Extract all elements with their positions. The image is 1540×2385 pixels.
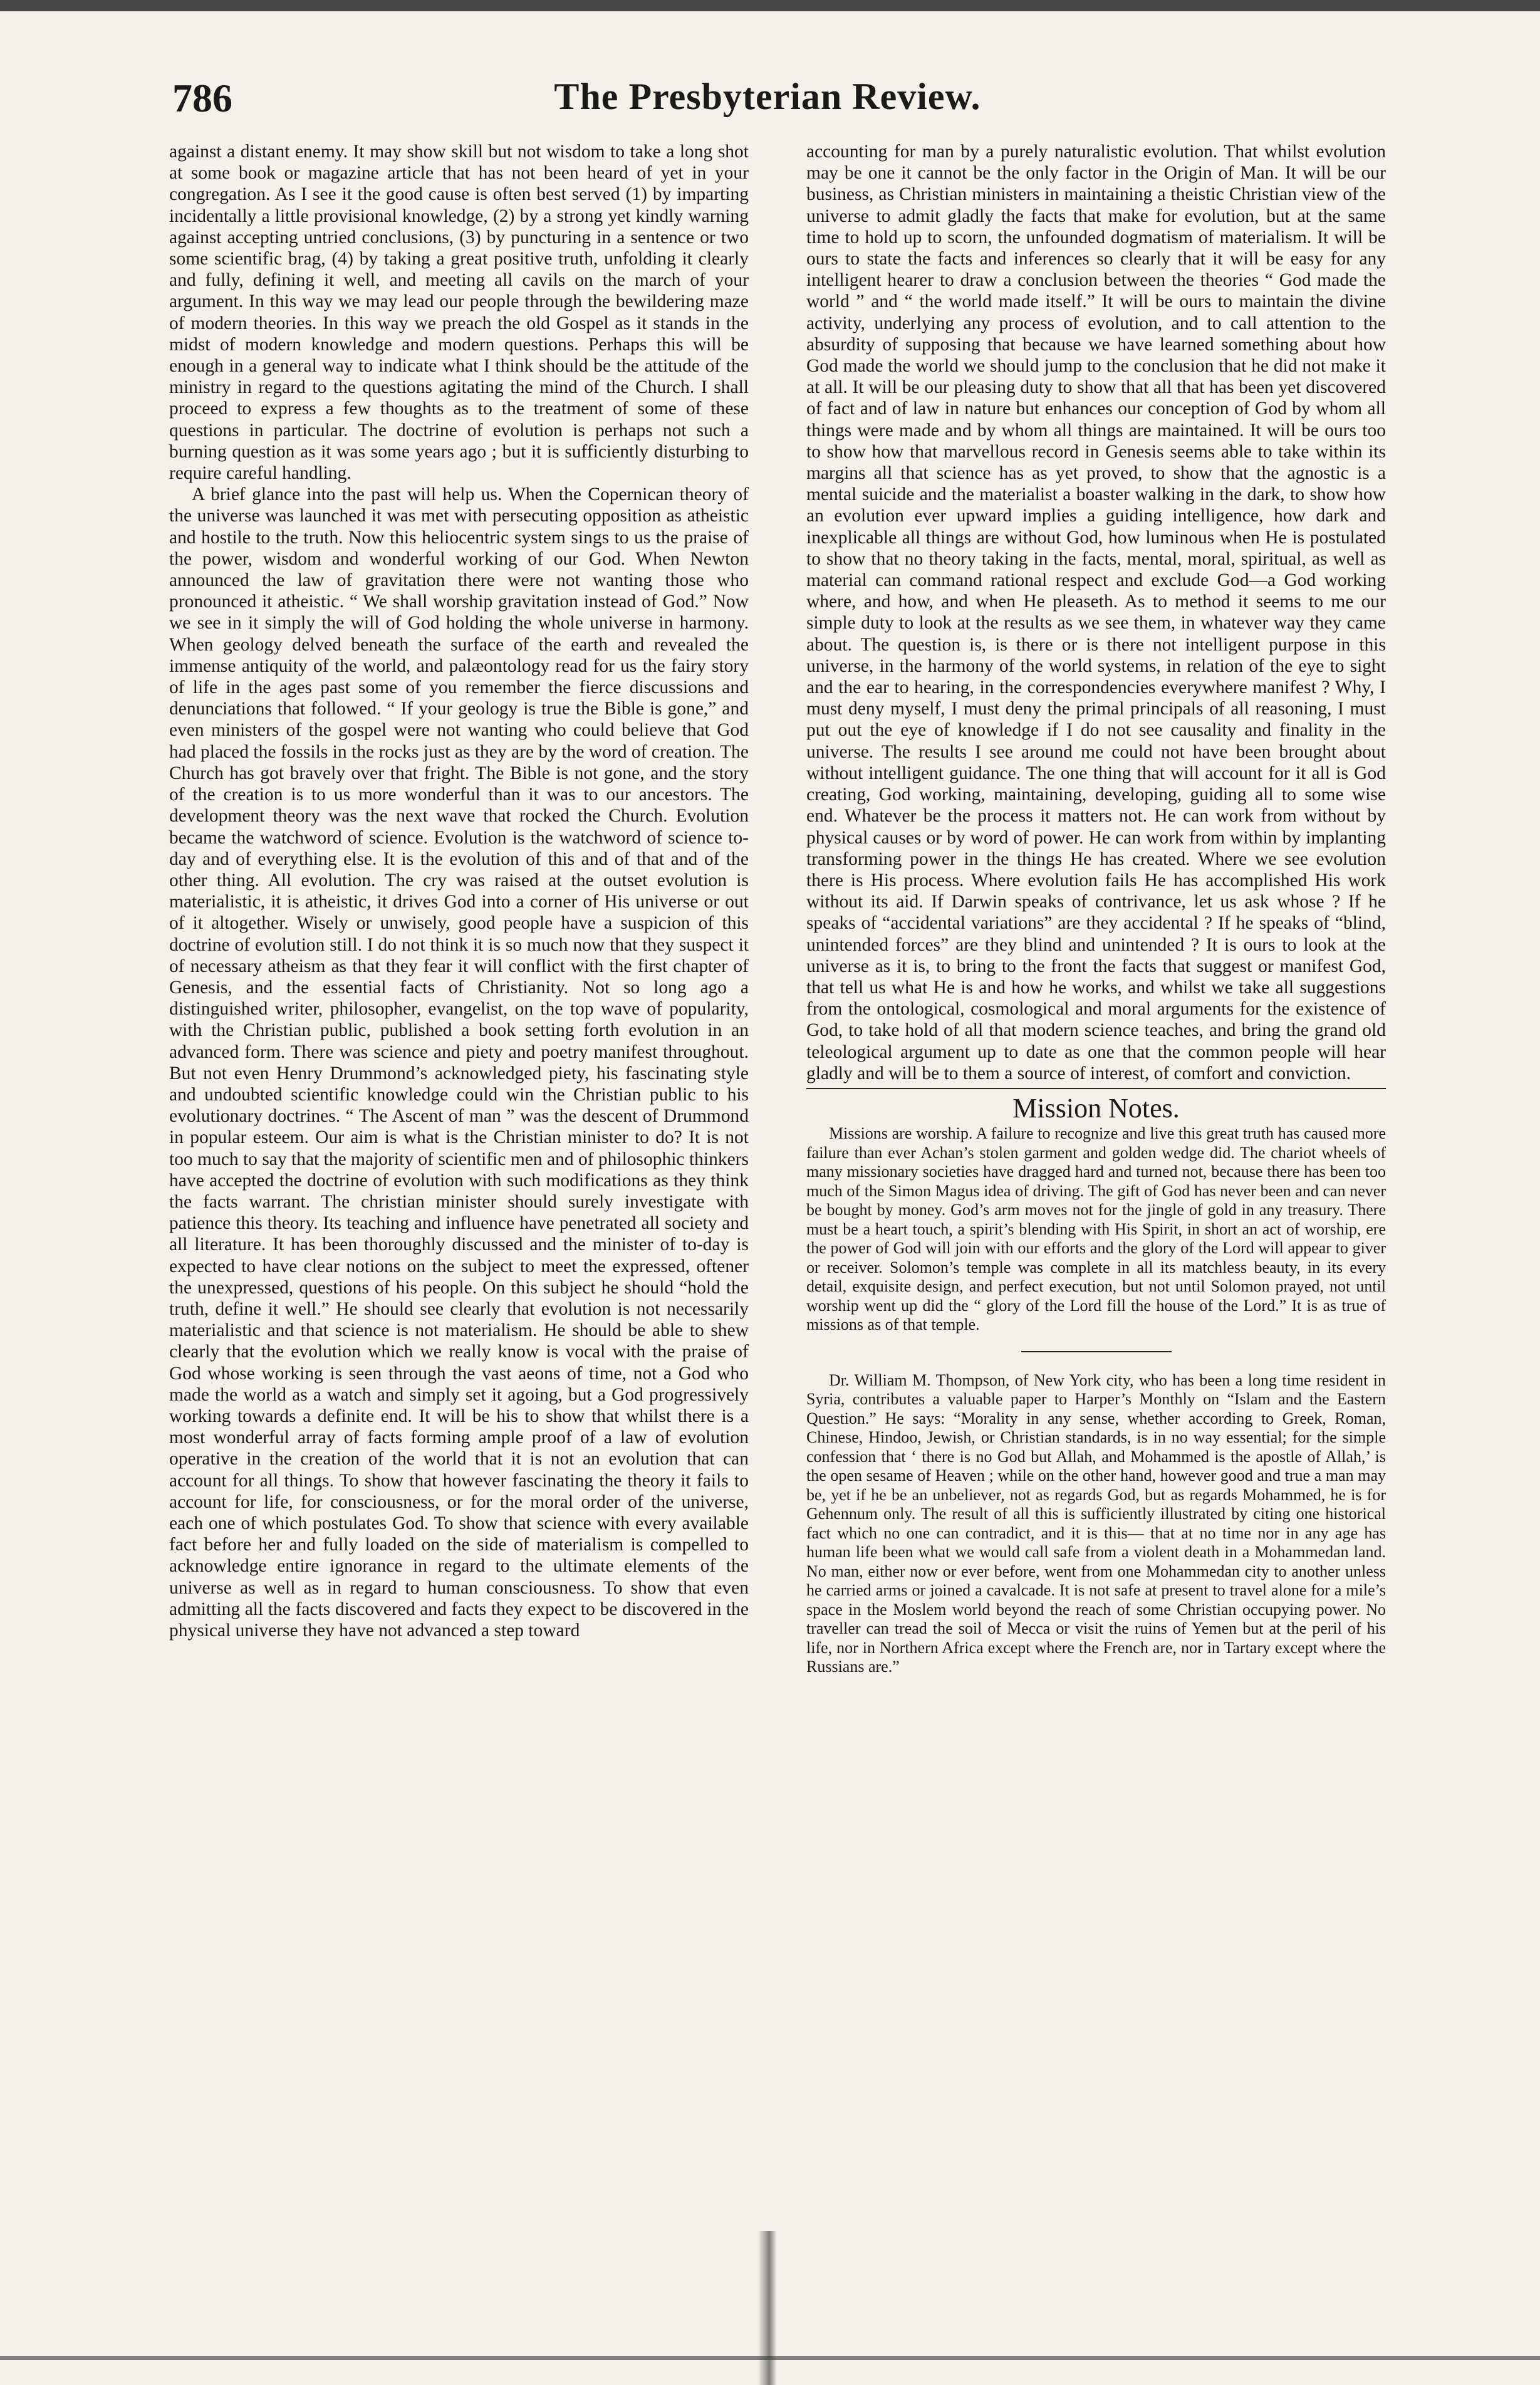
mission-notes	[806, 1124, 1386, 1677]
top-border	[0, 0, 1540, 11]
mission-notes-heading: Mission Notes.	[1012, 1092, 1180, 1124]
left-paragraph-1: against a distant enemy. It may show skill but not wisdom to take a long shot at some book or magazine article that has not been heard of yet in your congregation. As I see it the good cause is often best served (1) by imparting incidentally a little provisional knowledge, (2) by a strong yet kindly warning against accepting untried conclusions, (3) by puncturing in a sentence or two some scientific brag, (4) by taking a great positive truth, unfolding it clearly and fully, defining it well, and meeting all cavils on the march of your argument. In this way we may lead our people through the bewildering maze of modern theories. In this way we preach the old Gospel as it stands in the midst of modern knowledge and modern questions. Perhaps this will be enough in a general way to indicate what I think should be the attitude of the ministry in regard to the questions agitating the mind of the Church. I shall proceed to express a few thoughts as to the treatment of some of these questions in particular. The doctrine of evolution is perhaps not such a burning question as it was some years ago ; but it is sufficiently disturbing to require careful handling.	[169, 142, 749, 484]
left-column	[169, 141, 749, 2334]
section-rule	[806, 1088, 1386, 1089]
page-fold-shadow	[758, 2231, 777, 2385]
publication-title: The Presbyterian Review.	[554, 76, 981, 117]
right-column	[806, 141, 1386, 2334]
note-2: Dr. William M. Thompson, of New York city, who has been a long time resident in Syria, contributes a valuable paper to Harper’s Monthly on “Islam and the Eastern Question.” He says: “Morality in any sense, whether according to Greek, Roman, Chinese, Hindoo, Jewish, or Christian standards, is in no way essential; for the simple confession that ‘ there is no God but Allah, and Mohammed is the apostle of Allah,’ is the open sesame of Heaven ; while on the other hand, however good and true a man may be, yet if he be an unbeliever, not as regards God, but as regards Mohammed, he is for Gehennum only. The result of all this is sufficiently illustrated by citing one historical fact which no one can contradict, and it is this— that at no time nor in any age has human life been what we would call safe from a violent death in a Mohammedan land. No man, either now or ever before, went from one Mohammedan city to another unless he carried arms or joined a cavalcade. It is not safe at present to travel alone for a mile’s space in the Moslem world beyond the reach of some Christian occupying power. No traveller can tread the soil of Mecca or visit the ruins of Yemen but at the peril of his life, nor in Northern Africa except where the French are, nor in Tartary except where the Russians are.”	[806, 1370, 1386, 1676]
bottom-border	[0, 2356, 1540, 2360]
page-number: 786	[172, 76, 232, 120]
left-paragraph-2: A brief glance into the past will help us. When the Copernican theory of the universe was launched it was met with persecuting opposition as atheistic and hostile to the truth. Now this heliocentric system sings to us the praise of the power, wisdom and wonderful working of our God. When Newton announced the law of gravitation there were not wanting those who pronounced it atheistic. “ We shall worship gravitation instead of God.” Now we see in it simply the will of God holding the whole universe in harmony. When geology delved beneath the surface of the earth and revealed the immense antiquity of the world, and palæontology read for us the fairy story of life in the ages past some of you remember the fierce discussions and denunciations that followed. “ If your geology is true the Bible is gone,” and even ministers of the gospel were not wanting who could believe that God had placed the fossils in the rocks just as they are by the word of creation. The Church has got bravely over that fright. The Bible is not gone, and the story of the creation is to us more wonderful than it was to our ancestors. The development theory was the next wave that rocked the Church. Evolution became the watchword of science. Evolution is the watchword of science to-day and of everything else. It is the evolution of this and of that and of the other thing. All evolution. The cry was raised at the outset evolution is materialistic, it is atheistic, it drives God into a corner of His universe or out of it altogether. Wisely or unwisely, good people have a suspicion of this doctrine of evolution still. I do not think it is so much now that they suspect it of necessary atheism as that they fear it will conflict with the first chapter of Genesis, and the essential facts of Christianity. Not so long ago a distinguished writer, philosopher, evangelist, on the top wave of popularity, with the Christian public, published a book setting forth evolution in an advanced form. There was science and piety and poetry manifest throughout. But not even Henry Drummond’s acknowledged piety, his fascinating style and undoubted scientific knowledge could win the Christian public to his evolutionary doctrines. “ The Ascent of man ” was the descent of Drummond in popular esteem. Our aim is what is the Christian minister to do? It is not too much to say that the majority of scientific men and of philosophic thinkers have accepted the doctrine of evolution with such modifications as they think the facts warrant. The christian minister should surely investigate with patience this theory. Its teaching and influence have penetrated all society and all literature. It has been thoroughly discussed and the minister of to-day is expected to have clear notions on the subject to meet the expressed, oftener the unexpressed, questions of his people. On this subject he should “hold the truth, define it well.” He should see clearly that evolution is not necessarily materialistic and that science is not materialism. He should be able to shew clearly that the evolution which we really know is vocal with the praise of God whose working is seen through the vast aeons of time, not a God who made the world as a watch and simply set it agoing, but a God progressively working towards a definite end. It will be his to show that whilst there is a most wonderful array of facts forming ample proof of a law of evolution operative in the creation of the world that it is not an evolution that can account for all things. To show that however fascinating the theory it fails to account for life, for consciousness, or for the moral order of the universe, each one of which postulates God. To show that science with every available fact before her and fully loaded on the side of materialism is compelled to acknowledge entire ignorance in regard to the ultimate elements of the universe as well as in regard to human consciousness. To show that even admitting all the facts discovered and facts they expect to be discovered in the physical universe they have not advanced a step toward	[169, 484, 749, 1641]
right-paragraph-1: accounting for man by a purely naturalistic evolution. That whilst evolution may be one it cannot be the only factor in the Origin of Man. It will be our business, as Christian ministers in maintaining a theistic Christian view of the universe to admit gladly the facts that make for evolution, but at the same time to hold up to scorn, the unfounded dogmatism of materialism. It will be ours to state the facts and inferences so clearly that it will be easy for any intelligent hearer to draw a conclusion between the theories “ God made the world ” and “ the world made itself.” It will be ours to maintain the divine activity, underlying any process of evolution, and to call attention to the absurdity of supposing that because we have learned something about how God made the world we should jump to the conclusion that he did not make it at all. It will be our pleasing duty to show that all that has been yet discovered of fact and of law in nature but enhances our conception of God by whom all things were made and by whom all things are maintained. It will be ours too to show how that marvellous record in Genesis seems able to take within its margins all that science has as yet proved, to show that the agnostic is a mental suicide and the materialist a boaster walking in the dark, to show how an evolution ever upward implies a guiding intelligence, how dark and inexplicable all things are without God, how luminous when He is postulated to show that no theory taking in the facts, mental, moral, spiritual, as well as material can command rational respect and exclude God—a God working where, and how, and when He pleaseth. As to method it seems to me our simple duty to look at the results as we see them, in whatever way they came about. The question is, is there or is there not intelligent purpose in this universe, in the harmony of the world systems, in relation of the eye to sight and the ear to hearing, in the correspondencies everywhere manifest ? Why, I must deny myself, I must deny the primal principals of all reasoning, I must put out the eye of knowledge if I do not see causality and finality in the universe. The results I see around me could not have been brought about without intelligent guidance. The one thing that will account for it all is God creating, God working, maintaining, developing, guiding all to some wise end. Whatever be the process it matters not. He can work from without by physical causes or by word of power. He can work from within by implanting transforming power in the things He has created. Where we see evolution there is His process. Where evolution fails He has accomplished His work without its aid. If Darwin speaks of contrivance, let us ask whose ? If he speaks of “accidental variations” are they accidental ? If he speaks of “blind, unintended forces” are they blind and unintended ? It is ours to look at the universe as it is, to bring to the front the facts that suggest or manifest God, that tell us what He is and how he works, and whilst we take all suggestions from the ontological, cosmological and moral arguments for the existence of God, to take hold of all that modern science teaches, and bring the grand old teleological argument up to date as one that the common people will hear gladly and will be to them a source of interest, of comfort and conviction.	[806, 142, 1386, 1083]
note-1: Missions are worship. A failure to recognize and live this great truth has caused more failure than ever Achan’s stolen garment and golden wedge did. The chariot wheels of many missionary societies have dragged hard and turned not, because there has been too much of the Simon Magus idea of driving. The gift of God has never been and can never be bought by money. God’s arm moves not for the jingle of gold in any treasury. There must be a heart touch, a spirit’s blending with His Spirit, in short an act of worship, ere the power of God will join with our efforts and the glory of the Lord will appear to giver or receiver. Solomon’s temple was complete in all its matchless beauty, in its every detail, exquisite design, and perfect execution, but not until Solomon prayed, not until worship went up did the “ glory of the Lord fill the house of the Lord.” It is as true of missions as of that temple.	[806, 1124, 1386, 1334]
page-header	[172, 75, 1363, 132]
note-divider	[1021, 1351, 1172, 1352]
